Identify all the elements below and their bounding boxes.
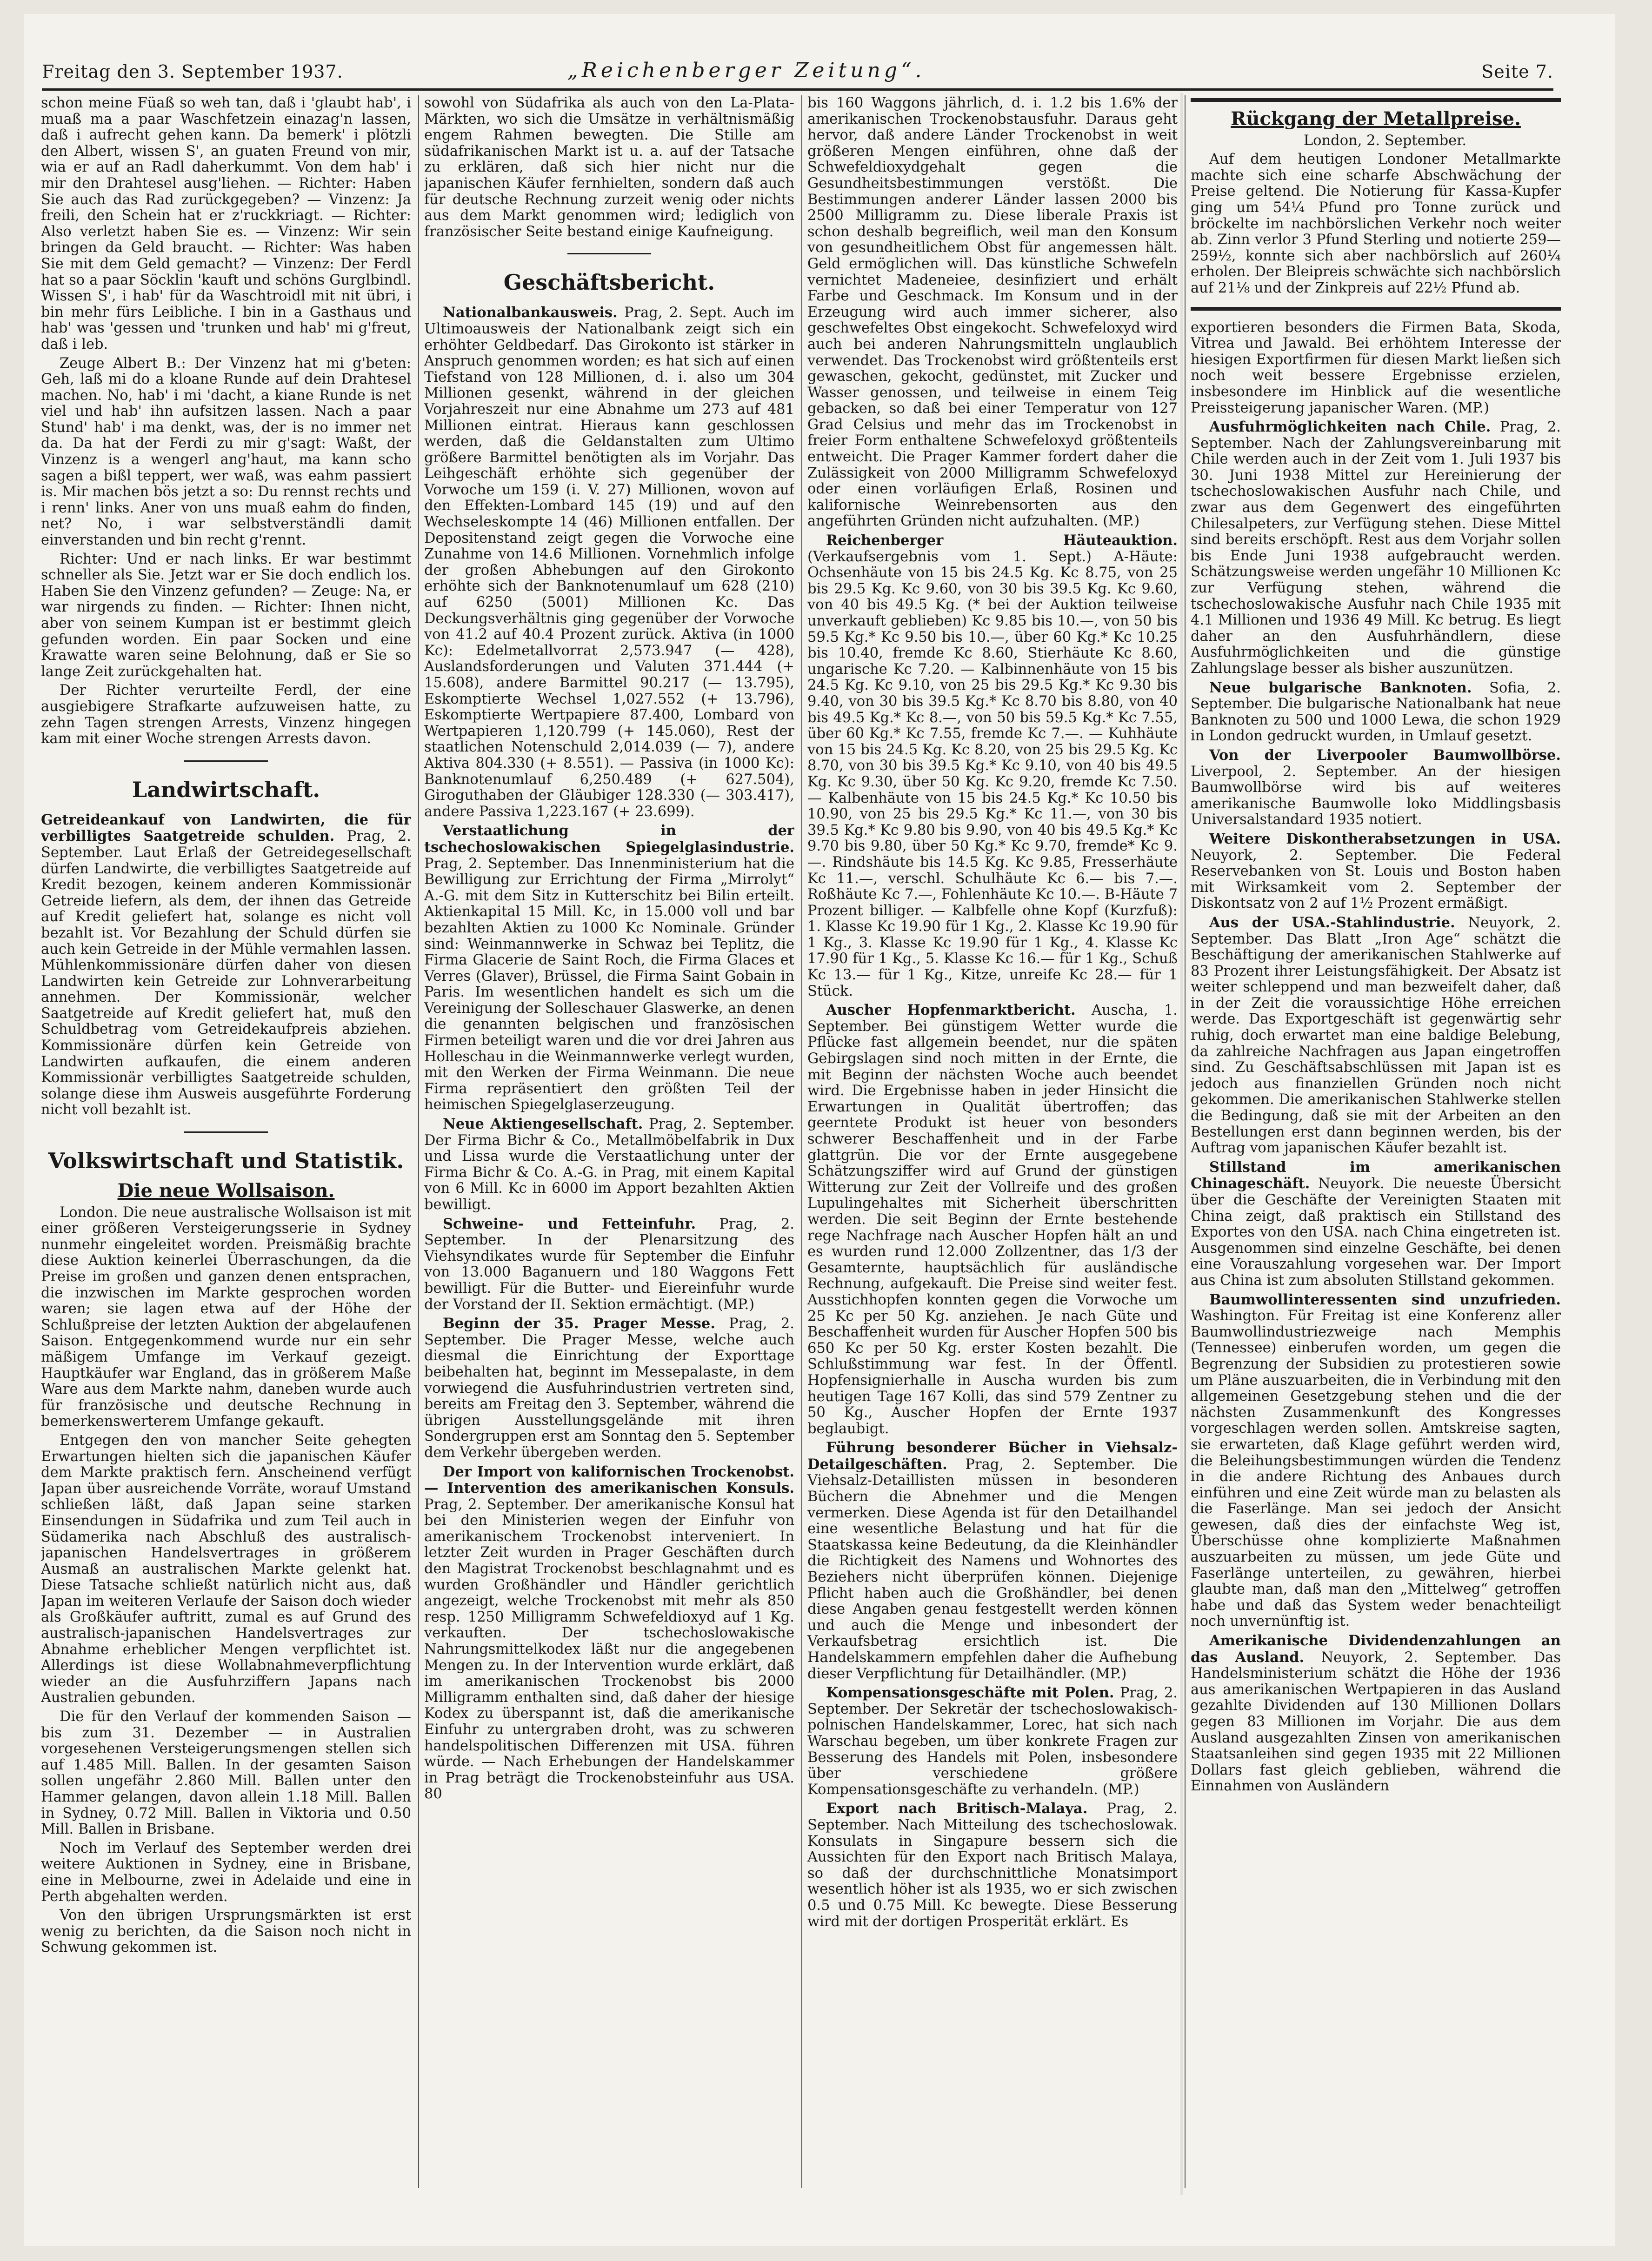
column-3	[807, 95, 1178, 2188]
story-paragraph: Der Richter verurteilte Ferdl, der eine ausgiebigere Strafkarte aufzuweisen hatte, zu zehn Tagen strengen Arrests, Vinzenz hingegen kam mit einer Woche strengen Arrests davon.	[41, 682, 411, 747]
news-item-text: Prag, 2. September. Der Sekretär der tschechoslowakisch-polnischen Handelskammer, Lorec, hat sich nach Warschau begeben, um über konkrete Fragen zur Besserung des Handels mit Polen, insbesondere über verschiedene größere Kompensationsgeschäfte zu verhandeln. (MP.)	[807, 1685, 1178, 1798]
news-item	[1191, 1633, 1561, 1795]
news-item-text: Prag, 2. September. Nach der Zahlungsvereinbarung mit Chile werden auch in der Zeit vom 1. Juli 1937 bis 30. Juni 1938 Mittel zur Hereinierung der tschechoslowakischen Ausfuhr nach Chile, und zwar aus dem Gegenwert des eingeführten Chilesalpeters, zur Verfügung stehen. Diese Mittel sind bereits erschöpft. Rest aus dem Vorjahr sollen bis Ende Juni 1938 aufgebraucht werden. Schätzungsweise werden ungefähr 10 Millionen Kc zur Verfügung stehen, während die tschechoslowakische Ausfuhr nach Chile 1935 mit 4.1 Millionen und 1936 49 Mill. Kc betrug. Es liegt daher an den Ausfuhrhändlern, diese Ausfuhrmöglichkeiten und die günstige Zahlungslage besser als bisher auszunützen.	[1191, 419, 1561, 677]
section-heading-landwirtschaft: Landwirtschaft.	[132, 777, 320, 802]
news-item	[424, 1316, 794, 1461]
column-divider	[418, 95, 419, 2188]
news-item	[424, 823, 794, 1113]
article-paragraph	[41, 812, 411, 1118]
story-paragraph: schon meine Füaß so weh tan, daß i 'glaubt hab', i muaß ma a paar Waschfetzein einazag'n lassen, daß i aufrecht gehen kann. Da bemerk' i plötzli den Albert, wissen S', an guaten Freund von mir, wia er auf an Radl daherkummt. Von dem hab' i mir den Drahtesel ausg'liehen. — Richter: Haben Sie auch das Rad zurückgegeben? — Vinzenz: Ja freili, den Schein hat er z'ruckkriagt. — Richter: Also verletzt haben Sie es. — Vinzenz: Wir sein bringen da Geld braucht. — Richter: Was haben Sie mit dem Geld gemacht? — Vinzenz: Der Ferdl hat so a paar Söcklin 'kauft und schöns Gurglbindl. Wissen S', i hab' für da Waschtroidl mit nit übri, i bin mehr fürs Leibliche. I bin in a Gasthaus und hab' was 'gessen und 'trunken und hab' mi g'freut, daß i leb.	[41, 95, 411, 352]
news-item-text: Prag, 2. September. Der amerikanische Konsul hat bei den Ministerien wegen der Einfuhr von amerikanischem Trockenobst interveniert. In letzter Zeit wurden in Prager Geschäften durch den Magistrat Trockenobst beschlagnahmt und es wurden Großhändler und Händler gerichtlich angezeigt, welche Trockenobst mit mehr als 850 resp. 1250 Milligramm Schwefeldioxyd auf 1 Kg. verkauften. Der tschechoslowakische Nahrungsmittelkodex läßt nur die angegebenen Mengen zu. In der Intervention wurde erklärt, daß im amerikanischen Trockenobst bis 2000 Milligramm enthalten sind, daß daher der hiesige Kodex zu überspannt ist, daß die amerikanische Einfuhr zu untergraben droht, was zu schweren handelspolitischen Differenzen mit USA. führen würde. — Nach Erhebungen der Handelskammer in Prag beträgt die Trockenobsteinfuhr aus USA. 80	[424, 1496, 794, 1802]
page-number: Seite 7.	[1481, 61, 1553, 82]
article-paragraph: exportieren besonders die Firmen Bata, Skoda, Vitrea und Jawald. Bei erhöhtem Interesse der hiesigen Exportfirmen für diesen Markt ließen sich noch weit bessere Ergebnisse erzielen, insbesondere im Hinblick auf die wesentliche Preissteigerung japanischer Waren. (MP.)	[1191, 319, 1561, 416]
news-item	[1191, 831, 1561, 912]
article-paragraph: Die für den Verlauf der kommenden Saison — bis zum 31. Dezember — in Australien vorgesehenen Versteigerungsmengen stellen sich auf 1.485 Mill. Ballen. In der gesamten Saison sollen ungefähr 2.860 Mill. Ballen unter den Hammer gelangen, davon allein 1.18 Mill. Ballen in Sydney, 0.72 Mill. Ballen in Viktoria und 0.50 Mill. Ballen in Brisbane.	[41, 1709, 411, 1838]
news-item-lead: Kompensationsgeschäfte mit Polen.	[826, 1684, 1114, 1702]
news-item-lead: Export nach Britisch-Malaya.	[826, 1800, 1088, 1817]
news-item	[807, 1685, 1178, 1798]
news-item-lead: Nationalbankausweis.	[443, 304, 618, 321]
news-item-lead: Verstaatlichung in der tschechoslowakischen Spiegelglasindustrie.	[424, 822, 794, 856]
section-heading-volkswirtschaft: Volkswirtschaft und Statistik.	[48, 1148, 404, 1174]
news-item	[807, 532, 1178, 999]
news-item-lead: Auscher Hopfenmarktbericht.	[826, 1002, 1076, 1019]
news-item	[1191, 747, 1561, 828]
news-item-text: Neuyork, 2. September. Das Handelsministerium schätzt die Höhe der 1936 aus amerikanischen Wertpapieren in das Ausland gezahlte Dividenden auf 130 Millionen Dollars gegen 83 Millionen im Vorjahr. Die aus dem Ausland ausgezahlten Zinsen von amerikanischen Staatsanleihen sind gegen 1935 mit 22 Millionen Dollars fast gleich geblieben, während die Einnahmen von Ausländern	[1191, 1649, 1561, 1795]
news-item-text: Prag, 2. September. In der Plenarsitzung des Viehsyndikates wurde für September die Einfuhr von 13.000 Baganuern und 180 Waggons Fett bewilligt. Für die Butter- und Eiereinfuhr wurde der Vorstand der II. Sektion ermächtigt. (MP.)	[424, 1216, 794, 1313]
article-paragraph: bis 160 Waggons jährlich, d. i. 1.2 bis 1.6% der amerikanischen Trockenobstausfuhr. Daraus geht hervor, daß andere Länder Trockenobst in weit größeren Mengen einführen, ohne daß der Schwefeldioxydgehalt gegen die Gesundheitsbestimmungen verstößt. Die Bestimmungen anderer Länder lassen 2000 bis 2500 Milligramm zu. Diese liberale Praxis ist schon deshalb begreiflich, weil man den Konsum von gesundheitlichem Obst für angemessen hält. Geld ermöglichen will. Das künstliche Schwefeln vernichtet Madeneiee, desinfiziert und erhält Farbe und Geschmack. Im Konsum und in der Erzeugung wird auch immer sicherer, also geschwefeltes Obst eingekocht. Schwefeloxyd wird auch bei anderen Nahrungsmitteln unglaublich verwendet. Das Trockenobst wird größtenteils erst gewaschen, gekocht, gedünstet, mit Zucker und Wasser genossen, und teilweise in einem Teig gebacken, so daß bei einer Temperatur von 127 Grad Celsius und mehr das im Trockenobst in freier Form enthaltene Schwefeloxyd größtenteils entweicht. Die Prager Kammer fordert daher die Zulässigkeit von 2000 Milligramm Schwefeloxyd oder einen vorläufigen Erlaß, Rosinen und kalifornische Weinrebensorten aus den angeführten Gründen nicht aufzuhalten. (MP.)	[807, 95, 1178, 530]
article-heading-metallpreise: Rückgang der Metallpreise.	[1231, 108, 1521, 130]
section-separator	[184, 1131, 268, 1133]
article-text: Prag, 2. September. Laut Erlaß der Getreidegesellschaft dürfen Landwirte, die verbilligtes Saatgetreide auf Kredit bezogen, keinem anderen Kommissionär Getreide liefern, als dem, der ihnen das Getreide auf Kredit geliefert hat, solange es nicht voll bezahlt ist. Vor Bezahlung der Schuld dürfen sie auch kein Getreide in der Mühle vermahlen lassen. Mühlenkommissionäre dürfen daher von diesen Landwirten kein Getreide zur Lohnverarbeitung annehmen. Der Kommissionär, welcher Saatgetreide auf Kredit geliefert hat, muß den Schuldbetrag vom Getreidekaufpreis abziehen. Kommissionäre dürfen kein Getreide von Landwirten aufkaufen, die einem anderen Kommissionär verbilligtes Saatgetreide schulden, solange diese ihm Ausweis ausgeführte Forderung nicht voll bezahlt ist.	[41, 828, 411, 1118]
column-2	[424, 95, 794, 2188]
masthead	[42, 55, 1553, 85]
news-item-lead: Neue bulgarische Banknoten.	[1209, 679, 1472, 696]
column-1	[41, 95, 411, 2188]
news-item-text: Prag, 2. September. Der Firma Bichr & Co., Metallmöbelfabrik in Dux und Lissa wurde die Verstaatlichung unter der Firma Bichr & Co. A.-G. in Prag, mit einem Kapital von 6 Mill. Kc in 6000 im Apport bezahlten Aktien bewilligt.	[424, 1116, 794, 1213]
news-item-lead: Baumwollinteressenten sind unzufrieden.	[1209, 1291, 1561, 1308]
news-item-text: (Verkaufsergebnis vom 1. Sept.) A-Häute: Ochsenhäute von 15 bis 24.5 Kg. Kc 8.75, von 25 bis 29.5 Kg. Kc 9.60, von 30 bis 39.5 Kg. Kc 9.60, von 40 bis 49.5 Kg. (* bei der Auktion teilweise unverkauft geblieben) Kc 9.85 bis 10.—, von 50 bis 59.5 Kg.* Kc 9.50 bis 10.—, über 60 Kg.* Kc 10.25 bis 10.40, fremde Kc 8.60, Stierhäute Kc 8.60, ungarische Kc 7.20. — Kalbinnenhäute von 15 bis 24.5 Kg. Kc 9.10, von 25 bis 29.5 Kg.* Kc 9.30 bis 9.40, von 30 bis 39.5 Kg.* Kc 8.70 bis 8.80, von 40 bis 49.5 Kg.* Kc 8.—, von 50 bis 59.5 Kg.* Kc 7.55, über 60 Kg.* Kc 7.55, fremde Kc 7.—. — Kuhhäute von 15 bis 24.5 Kg. Kc 8.20, von 25 bis 29.5 Kg. Kc 8.70, von 30 bis 39.5 Kg.* Kc 9.10, von 40 bis 49.5 Kg. Kc 9.30, über 50 Kg. Kc 9.20, fremde Kc 7.50. — Kalbenhäute von 15 bis 24.5 Kg.* Kc 10.50 bis 10.90, von 25 bis 29.5 Kg.* Kc 11.—, von 30 bis 39.5 Kg.* Kc 9.80 bis 9.90, von 40 bis 49.5 Kg.* Kc 9.70 bis 9.80, über 50 Kg.* Kc 9.70, fremde* Kc 9.—. Rindshäute bis 14.5 Kg. Kc 9.85, Fresserhäute Kc 11.—, verschl. Schulhäute Kc 6.— bis 7.—. Roßhäute Kc 7.—, Fohlenhäute Kc 10.—. B-Häute 7 Prozent billiger. — Kalbfelle ohne Kopf (Kurzfuß): 1. Klasse Kc 19.90 für 1 Kg., 2. Klasse Kc 19.90 für 1 Kg., 3. Klasse Kc 19.90 für 1 Kg., 4. Klasse Kc 17.90 für 1 Kg., 5. Klasse Kc 16.— für 1 Kg., Schuß Kc 13.— für 1 Kg., Kitze, unreife Kc 28.— für 1 Stück.	[807, 548, 1178, 999]
article-paragraph: Von den übrigen Ursprungsmärkten ist erst wenig zu berichten, da die Saison noch nicht in Schwung gekommen ist.	[41, 1907, 411, 1956]
news-item-lead: Stillstand im amerikanischen Chinageschäft.	[1191, 1158, 1561, 1192]
news-item	[1191, 1292, 1561, 1630]
dateline: London, 2. September.	[1303, 132, 1467, 149]
article-paragraph: sowohl von Südafrika als auch von den La-Plata-Märkten, wo sich die Umsätze in verhältnismäßig engem Rahmen bewegten. Die Stille am südafrikanischen Markt ist u. a. auf der Tatsache zu erklären, daß sich hier nicht nur die japanischen Käufer fernhielten, sondern daß auch für deutsche Rechnung zurzeit wenig oder nichts aus dem Markt genommen wird; lediglich von französischer Seite bestand einige Kaufneigung.	[424, 95, 794, 240]
paper-crease	[1180, 93, 1183, 2195]
newspaper-title: „Reichenberger Zeitung“.	[567, 59, 926, 82]
news-item	[1191, 915, 1561, 1157]
issue-date: Freitag den 3. September 1937.	[42, 61, 343, 82]
news-item-text: Neuyork, 2. September. Das Blatt „Iron Age“ schätzt die Beschäftigung der amerikanischen Stahlwerke auf 83 Prozent ihrer Leistungsfähigkeit. Der Absatz ist weiter schleppend und man bezweifelt daher, daß in der Zeit die voraussichtige Höhe erreichen werde. Das Exportgeschäft ist gegenwärtig sehr ruhig, doch erwartet man eine baldige Belebung, da zahlreiche Nachfragen aus Japan eingetroffen sind. Zu Geschäftsabschlüssen mit Japan ist es jedoch aus finanziellen Gründen noch nicht gekommen. Die amerikanischen Stahlwerke stellen die Bedingung, daß sie mit der Arbeiten an den Bestellungen erst dann beginnen werden, bis der Auftrag vom japanischen Käufer bezahlt ist.	[1191, 914, 1561, 1157]
news-item-text: Liverpool, 2. September. An der hiesigen Baumwollbörse wird bis auf weiteres amerikanische Baumwolle loko Middlingsbasis Universalstandard 1935 notiert.	[1191, 763, 1561, 828]
news-item-lead: Schweine- und Fetteinfuhr.	[443, 1215, 696, 1232]
news-item-lead: Reichenberger Häuteauktion.	[826, 532, 1178, 549]
news-item	[424, 1216, 794, 1313]
news-item-text: Neuyork, 2. September. Die Federal Reservebanken von St. Louis und Boston haben mit Wirksamkeit vom 2. September der Diskontsatz von 2 auf 1½ Prozent ermäßigt.	[1191, 847, 1561, 912]
news-item-lead: Neue Aktiengesellschaft.	[443, 1116, 643, 1133]
news-item	[807, 1002, 1178, 1437]
news-item-text: Prag, 2. September. Die Viehsalz-Detaillisten müssen in besonderen Büchern die Abnehmer und die Mengen vermerken. Diese Agenda ist für den Detailhandel eine wesentliche Belastung und hat für die Staatskassa keine Bedeutung, da die Kleinhändler die Richtigkeit des Namens und Wohnortes des Beziehers nicht überprüfen können. Diejenige Pflicht haben auch die Großhändler, bei denen diese Angaben genau festgestellt werden können und auch die Menge und inbesondert der Verkaufsbetrag ersichtlich ist. Die Handelskammern empfehlen daher die Aufhebung dieser Verpflichtung für Detailhändler. (MP.)	[807, 1456, 1178, 1682]
story-paragraph: Richter: Und er nach links. Er war bestimmt schneller als Sie. Jetzt war er Sie doch endlich los. Haben Sie den Vinzenz gefunden? — Zeuge: Na, er war nirgends zu finden. — Richter: Ihnen nicht, aber von seinem Kumpan ist er bestimmt gleich gefunden worden. Ein paar Socken und eine Krawatte waren seine Belohnung, daß er Sie so lange Zeit zurückgehalten hat.	[41, 551, 411, 680]
article-heading-wollsaison: Die neue Wollsaison.	[117, 1180, 335, 1202]
news-item-text: Prag, 2. September. Nach Mitteilung des tschechoslowak. Konsulats in Singapure bessern sich die Aussichten für den Export nach Britisch Malaya, so daß der durchschnittliche Monatsimport wesentlich höher ist als 1935, wo er sich zwischen 0.5 und 0.75 Mill. Kc bewegte. Diese Besserung wird mit der dortigen Prosperität erklärt. Es	[807, 1801, 1178, 1930]
column-4	[1191, 95, 1561, 2188]
news-item-text: Sofia, 2. September. Die bulgarische Nationalbank hat neue Banknoten zu 500 und 1000 Lewa, die schon 1929 in London gedruckt wurden, in Umlauf gesetzt.	[1191, 679, 1561, 745]
section-separator	[567, 253, 651, 254]
news-item-text: Prag, 2. Sept. Auch im Ultimoausweis der Nationalbank zeigt sich ein erhöhter Geldbedarf. Das Girokonto ist stärker in Anspruch genommen worden; es hat sich auf einen Tiefstand von 128 Millionen, d. i. also um 304 Millionen gesenkt, während in der gleichen Vorjahreszeit nur eine Abnahme um 273 auf 481 Millionen eintrat. Hieraus kann geschlossen werden, daß die Geldanstalten zum Ultimo größere Barmittel benötigten als im Vorjahr. Das Leihgeschäft erhöhte sich gegenüber der Vorwoche um 159 (i. V. 27) Millionen, wovon auf den Effekten-Lombard 145 (19) und auf den Wechseleskompte 14 (46) Millionen entfallen. Der Depositenstand zeigt gegen die Vorwoche eine Zunahme von 14.6 Millionen. Vornehmlich infolge der großen Abhebungen auf den Girokonto erhöhte sich der Banknotenumlauf um 628 (210) auf 6250 (5001) Millionen Kc. Das Deckungsverhältnis ging gegenüber der Vorwoche von 41.2 auf 40.4 Prozent zurück. Aktiva (in 1000 Kc): Edelmetallvorrat 2,573.947 (— 428), Auslandsforderungen und Valuten 371.444 (+ 15.608), andere Barmittel 90.217 (— 13.795), Eskomptierte Wechsel 1,027.552 (+ 13.796), Eskomptierte Wertpapiere 87.400, Lombard von Wertpapieren 1,120.799 (+ 145.060), Rest der staatlichen Notenschuld 2,014.039 (— 7), andere Aktiva 804.330 (+ 8.551). — Passiva (in 1000 Kc): Banknotenumlauf 6,250.489 (+ 627.504), Giroguthaben der Gläubiger 128.330 (— 303.417), andere Passiva 1,223.167 (+ 23.699).	[424, 305, 794, 820]
article-lead: Getreideankauf von Landwirten, die für verbilligtes Saatgetreide schulden.	[41, 811, 411, 845]
column-divider	[801, 95, 802, 2188]
news-item-text: Prag, 2. September. Die Prager Messe, welche auch diesmal die Einrichtung der Exporttage beibehalten hat, beginnt im Messepalaste, in dem vorwiegend die Ausfuhrindustrien vertreten sind, bereits am Freitag den 3. September, während die übrigen Ausstellungsgelände mit ihren Sondergruppen erst am Sonntag den 5. September dem Verkehr übergeben werden.	[424, 1316, 794, 1461]
news-item	[1191, 680, 1561, 745]
box-rule-top	[1191, 98, 1561, 102]
news-item-lead: Ausfuhrmöglichkeiten nach Chile.	[1209, 419, 1491, 436]
news-item-lead: Von der Liverpooler Baumwollbörse.	[1209, 746, 1561, 764]
news-item	[807, 1440, 1178, 1682]
news-item	[807, 1801, 1178, 1930]
news-item	[1191, 1159, 1561, 1289]
news-item-lead: Beginn der 35. Prager Messe.	[443, 1315, 715, 1332]
box-rule-bottom	[1191, 307, 1561, 311]
news-item-lead: Aus der USA.-Stahlindustrie.	[1209, 914, 1455, 931]
section-heading-geschaeftsbericht: Geschäftsbericht.	[503, 270, 715, 295]
masthead-rule	[42, 88, 1553, 91]
news-item-text: Neuyork. Die neueste Übersicht über die Geschäfte der Vereinigten Staaten mit China zeigt, daß praktisch ein Stillstand des Exportes von den USA. nach China eingetreten ist. Ausgenommen sind einzelne Geschäfte, bei denen eine Vorauszahlung vorgesehen war. Der Import aus China ist zum absoluten Stillstand gekommen.	[1191, 1176, 1561, 1289]
article-paragraph: London. Die neue australische Wollsaison ist mit einer größeren Versteigerungsserie in Sydney nunmehr eingeleitet worden. Preismäßig brachte diese Auktion keinerlei Überraschungen, da die Preise im großen und ganzen denen entsprachen, die inzwischen im Markte gesprochen worden waren; sie lagen etwa auf der Höhe der Schlußpreise der letzten Auktion der abgelaufenen Saison. Entgegenkommend wurde nur ein sehr mäßigem Umfange im Verkauf gezeigt. Hauptkäufer war England, das in größerem Maße Ware aus dem Markte nahm, daneben wurde auch für französische und deutsche Rechnung in bemerkenswerterem Umfange gekauft.	[41, 1204, 411, 1430]
news-item	[424, 1116, 794, 1213]
article-paragraph: Auf dem heutigen Londoner Metallmarkte machte sich eine scharfe Abschwächung der Preise geltend. Die Notierung für Kassa-Kupfer ging um 54¼ Pfund pro Tonne zurück und bröckelte im nachbörslichen Verkehr noch weiter ab. Zinn verlor 3 Pfund Sterling und notierte 259—259½, konnte sich aber nachbörslich auf 260¼ erholen. Der Bleipreis schwächte sich nachbörslich auf 21⅛ und der Zinkpreis auf 22½ Pfund ab.	[1191, 151, 1561, 296]
news-item-text: Prag, 2. September. Das Innenministerium hat die Bewilligung zur Errichtung der Firma „Mirrolyt“ A.-G. mit dem Sitz in Kutterschitz bei Bilin erteilt. Aktienkapital 15 Mill. Kc, in 15.000 voll und bar bezahlten Aktien zu 1000 Kc Nominale. Gründer sind: Weinmannwerke in Schwaz bei Teplitz, die Firma Glacerie de Saint Roch, die Firma Glaces et Verres (Glaver), Brüssel, die Firma Saint Gobain in Paris. Im wesentlichen handelt es sich um die Vereinigung der Solleschauer Glaswerke, an denen die genannten belgischen und französischen Firmen beteiligt waren und die vor drei Jahren aus Holleschau in die Weinmannwerke verlegt wurden, mit den Werken der Firma Weinmann. Die neue Firma repräsentiert den größten Teil der heimischen Spiegelglaserzeugung.	[424, 855, 794, 1113]
news-item-lead: Führung besonderer Bücher in Viehsalz-Detailgeschäften.	[807, 1439, 1178, 1473]
article-paragraph: Entgegen den von mancher Seite gehegten Erwartungen hielten sich die japanischen Käufer dem Markte praktisch fern. Anscheinend verfügt Japan über ausreichende Vorräte, worauf Umstand schließen läßt, daß Japan seine starken Einsendungen in Südafrika und zum Teil auch in Südamerika nach Abschluß des australisch-japanischen Handelsvertrages in größerem Ausmaß an australischen Markte gelenkt hat. Diese Tatsache schließt natürlich nicht aus, daß Japan im weiteren Verlaufe der Saison doch wieder als Großkäufer auftritt, zumal es auf Grund des australisch-japanischen Handelsvertrages zur Abnahme erheblicher Mengen verpflichtet ist. Allerdings ist diese Wollabnahmeverpflichtung wieder an die Ausfuhrziffern Japans nach Australien gebunden.	[41, 1432, 411, 1706]
news-item	[1191, 419, 1561, 677]
news-item	[424, 1464, 794, 1802]
news-item-lead: Der Import von kalifornischen Trockenobst. — Intervention des amerikanischen Konsuls.	[424, 1463, 794, 1497]
news-item-text: Auscha, 1. September. Bei günstigem Wetter wurde die Pflücke fast allgemein beendet, nur die späten Gebirgslagen sind noch mitten in der Ernte, die mit Beginn der nächsten Woche auch beendet wird. Die Ergebnisse haben in jeder Hinsicht die Erwartungen in Qualität übertroffen; das geerntete Produkt ist heuer von besonders schwerer Beschaffenheit und in der Farbe glattgrün. Die vor der Ernte ausgegebene Schätzungsziffer wird auf Grund der günstigen Witterung zur Zeit der Vollreife und des großen Lupulingehaltes mit Sicherheit überschritten werden. Die seit Beginn der Ernte bestehende rege Nachfrage nach Auscher Hopfen hält an und es wurden rund 12.000 Zollzentner, das 1/3 der Gesamternte, hauptsächlich für ausländische Rechnung, aufgekauft. Die Preise sind weiter fest. Ausstichhopfen konnten gegen die Vorwoche um 25 Kc per 50 Kg. anziehen. Je nach Güte und Beschaffenheit wurden für Auscher Hopfen 500 bis 650 Kc per 50 Kg. erster Kosten bezahlt. Die Schlußstimmung war fest. In der Öffentl. Hopfensignierhalle in Auscha wurden bis zum heutigen Tage 167 Kolli, das sind 579 Zentner zu 50 Kg., Auscher Hopfen der Ernte 1937 beglaubigt.	[807, 1002, 1178, 1437]
section-separator	[184, 760, 268, 762]
news-item-lead: Amerikanische Dividendenzahlungen an das Ausland.	[1191, 1632, 1561, 1666]
column-divider	[1185, 95, 1186, 2188]
article-paragraph: Noch im Verlauf des September werden drei weitere Auktionen in Sydney, eine in Brisbane, eine in Melbourne, zwei in Adelaide und eine in Perth abgehalten werden.	[41, 1840, 411, 1905]
story-paragraph: Zeuge Albert B.: Der Vinzenz hat mi g'beten: Geh, laß mi do a kloane Runde auf dein Drahtesel machen. No, hab' i mi 'dacht, a kiane Runde is net viel und hab' ihn aufsitzen lassen. Nach a paar Stund' hab' i ma denkt, was, der is no immer net da. Da hat der Ferdi zu mir g'sagt: Waßt, der Vinzenz is a wengerl ang'haut, ma kann scho sagen a bißl teppert, wer waß, was eahm passiert is. Mir machen bös jetzt a so: Du rennst rechts und i renn' links. Aner von uns muaß eahm do finden, net? No, i war selbstverständli damit einverstanden und bin recht g'rennt.	[41, 355, 411, 549]
news-item-lead: Weitere Diskontherabsetzungen in USA.	[1209, 830, 1561, 847]
news-item-text: Washington. Für Freitag ist eine Konferenz aller Baumwollindustriezweige nach Memphis (Tennessee) einberufen worden, um gegen die Begrenzung der Subsidien zu protestieren sowie um Pläne auszuarbeiten, die in Verbindung mit den allgemeinen Gesetzgebung stehen und die der nächsten Zusammenkunft des Kongresses vorgeschlagen werden sollen. Amtskreise sagten, sie erwarteten, daß Klage geführt werden wird, die Beleihungsbestimmungen würden die Tendenz in die andere Richtung des Anbaues durch einführen und eine Zeit würde man zu belasten als die Faserlänge. Man sei jedoch der Ansicht gewesen, daß dies der einfachste Weg ist, Überschüsse ohne komplizierte Maßnahmen auszuarbeiten zu müssen, um jede Güte und Faserlänge unterteilen, zu gewähren, hierbei glaubte man, daß man den „Mittelweg“ getroffen habe und daß das System weder benachteiligt noch unvernünftig ist.	[1191, 1308, 1561, 1630]
news-item	[424, 305, 794, 820]
